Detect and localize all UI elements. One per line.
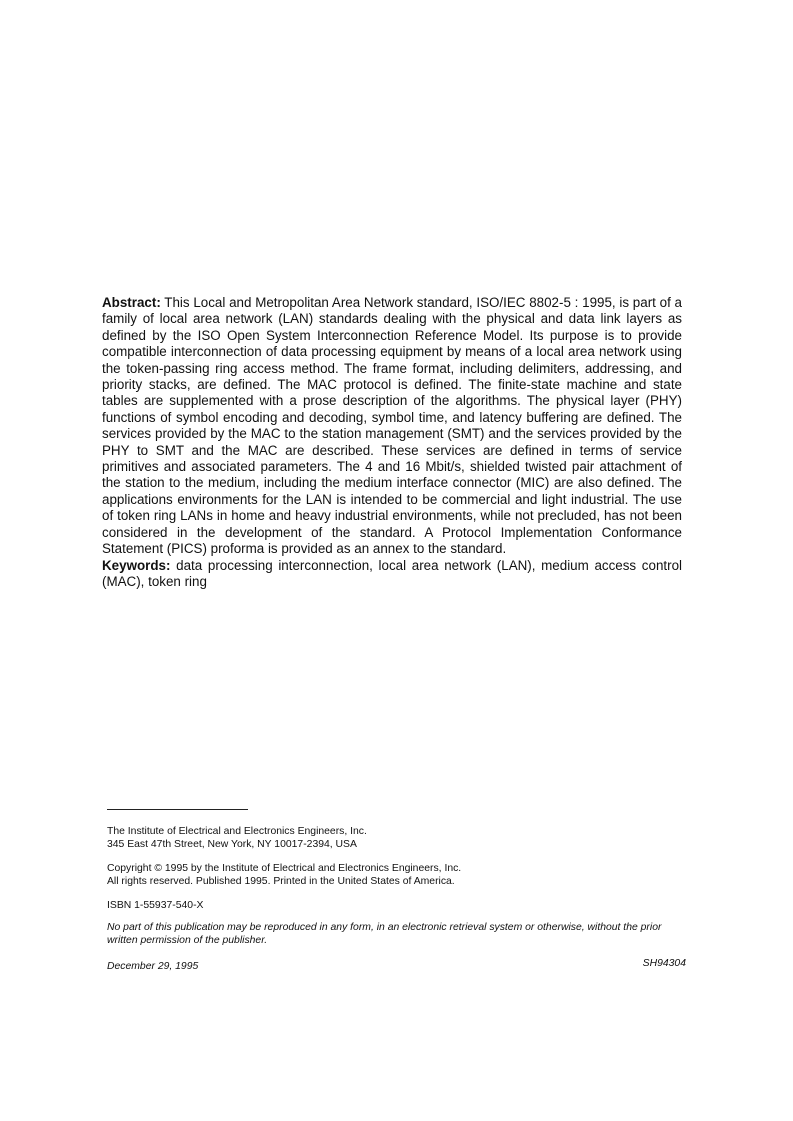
abstract-label: Abstract:: [102, 295, 161, 310]
publisher-address: 345 East 47th Street, New York, NY 10017-2394, USA: [107, 838, 357, 850]
date-text: December 29, 1995: [107, 961, 199, 972]
footnote-divider: [107, 809, 248, 810]
keywords-text: data processing interconnection, local area network (LAN), medium access control (MAC), token ring: [102, 557, 682, 589]
isbn-text: ISBN 1-55937-540-X: [107, 900, 204, 911]
reproduction-notice: [107, 922, 687, 947]
isbn: [107, 900, 203, 913]
copyright-line-1: Copyright © 1995 by the Institute of Electrical and Electronics Engineers, Inc.: [107, 863, 462, 874]
copyright-line-2: All rights reserved. Published 1995. Printed in the United States of America.: [107, 875, 455, 887]
document-code: SH94304: [642, 958, 686, 969]
keywords-paragraph: [102, 558, 682, 591]
copyright-block: [107, 863, 461, 888]
abstract-paragraph: [102, 295, 682, 558]
abstract-section: [102, 295, 682, 590]
publisher-block: [107, 826, 367, 851]
publication-date: [107, 961, 198, 974]
abstract-text: This Local and Metropolitan Area Network standard, ISO/IEC 8802-5 : 1995, is part of a family of local area network (LAN) standards dealing with the physical and data link layers as defined by the ISO Open System Interconnection Reference Model. Its purpose is to provide compatible interconnection of data processing equipment by means of a local area network using the token-passing ring access method. The frame format, including delimiters, addressing, and priority stacks, are defined. The MAC protocol is defined. The finite-state machine and state tables are supplemented with a prose description of the algorithms. The physical layer (PHY) functions of symbol encoding and decoding, symbol time, and latency buffering are defined. The services provided by the MAC to the station management (SMT) and the services provided by the PHY to SMT and the MAC are described. These services are defined in terms of service primitives and associated parameters. The 4 and 16 Mbit/s, shielded twisted pair attachment of the station to the medium, including the medium interface connector (MIC) are also defined. The applications environments for the LAN is intended to be commercial and light industrial. The use of token ring LANs in home and heavy industrial environments, while not precluded, has not been considered in the development of the standard. A Protocol Implementation Conformance Statement (PICS) proforma is provided as an annex to the standard.: [102, 295, 682, 557]
publisher-name: The Institute of Electrical and Electronics Engineers, Inc.: [107, 826, 367, 837]
notice-line-2: written permission of the publisher.: [107, 934, 268, 946]
notice-line-1: No part of this publication may be reproduced in any form, in an electronic retrieval system or otherwise, without the prior: [107, 922, 662, 933]
keywords-label: Keywords:: [102, 557, 171, 573]
